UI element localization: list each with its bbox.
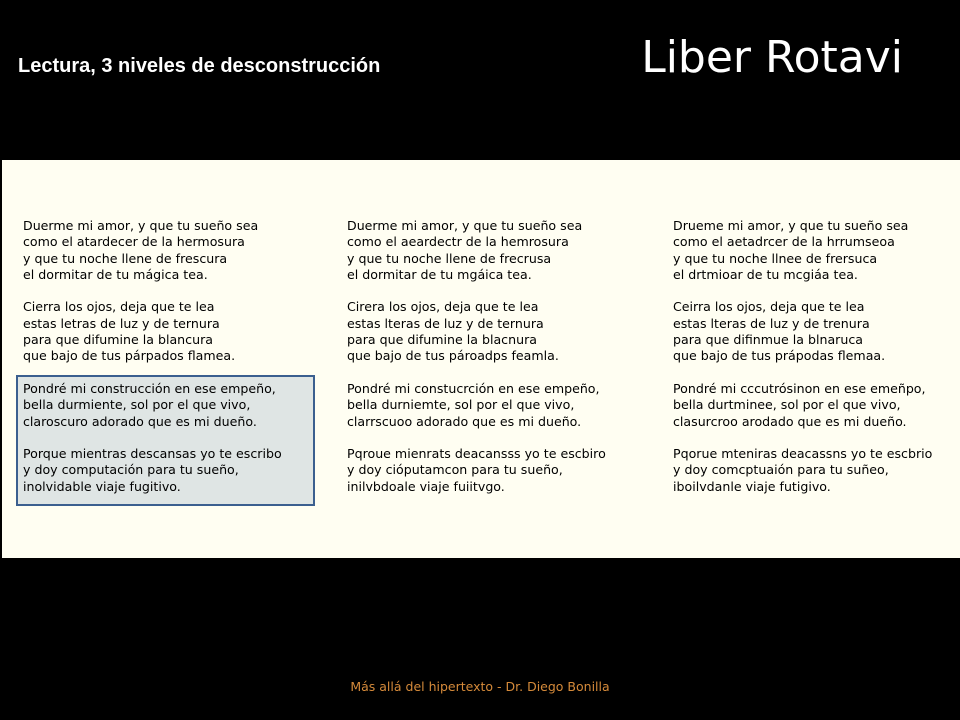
stanza (673, 218, 932, 283)
poem-line: el dormitar de tu mgáica tea. (347, 266, 532, 282)
poem-line: Duerme mi amor, y que tu sueño sea (347, 218, 583, 233)
poem-column-level-3 (673, 218, 932, 511)
poem-panel (2, 160, 960, 558)
poem-line: estas letras de luz y de ternura (23, 315, 220, 331)
poem-line: claroscuro adorado que es mi dueño. (23, 413, 257, 429)
poem-line: que bajo de tus párpados flamea. (23, 348, 236, 364)
poem-line: para que difumine la blacnura (347, 332, 537, 348)
poem-line: bella durmiente, sol por el que vivo, (23, 397, 251, 413)
poem-line: que bajo de tus pároadps feamla. (347, 348, 559, 364)
poem-line: Pondré mi cccutrósinon en ese emeñpo, (673, 380, 926, 396)
poem-column-level-2 (347, 218, 606, 511)
slide-subtitle: Lectura, 3 niveles de desconstrucción (18, 55, 381, 77)
poem-line: estas lteras de luz y de trenura (673, 315, 870, 331)
poem-line: y doy comcptuaión para tu suñeo, (673, 462, 889, 478)
poem-line: iboilvdanle viaje futigivo. (673, 478, 831, 494)
poem-line: Cierra los ojos, deja que te lea (23, 299, 215, 315)
stanza (23, 446, 282, 495)
stanza (347, 381, 606, 430)
poem-line: y doy computación para tu sueño, (23, 462, 239, 478)
poem-line: Pondré mi constucrción en ese empeño, (347, 380, 600, 396)
stanza (23, 381, 282, 430)
poem-line: que bajo de tus prápodas flemaa. (673, 348, 886, 364)
stanza (347, 218, 606, 283)
poem-line: para que difinmue la blnaruca (673, 332, 863, 348)
poem-line: como el aeardectr de la hemrosura (347, 234, 569, 250)
stanza (23, 299, 282, 364)
poem-line: el dormitar de tu mágica tea. (23, 266, 208, 282)
poem-line: y que tu noche llene de frescura (23, 250, 228, 266)
poem-line: Pondré mi construcción en ese empeño, (23, 380, 276, 396)
stanza (673, 299, 932, 364)
stanza (347, 299, 606, 364)
poem-line: bella durniemte, sol por el que vivo, (347, 397, 575, 413)
poem-line: Ceirra los ojos, deja que te lea (673, 299, 865, 315)
stanza (673, 446, 932, 495)
poem-line: clasurcroo arodado que es mi dueño. (673, 413, 907, 429)
slide-footer: Más allá del hipertexto - Dr. Diego Bonilla (350, 679, 610, 694)
poem-line: Duerme mi amor, y que tu sueño sea (23, 218, 259, 233)
poem-line: y doy cióputamcon para tu sueño, (347, 462, 563, 478)
poem-line: clarrscuoo adorado que es mi dueño. (347, 413, 582, 429)
poem-line: como el atardecer de la hermosura (23, 234, 245, 250)
poem-line: Cirera los ojos, deja que te lea (347, 299, 539, 315)
poem-line: bella durtminee, sol por el que vivo, (673, 397, 901, 413)
poem-line: estas lteras de luz y de ternura (347, 315, 544, 331)
poem-line: y que tu noche llene de frecrusa (347, 250, 552, 266)
poem-line: inilvbdoale viaje fuiitvgo. (347, 478, 505, 494)
poem-line: Porque mientras descansas yo te escribo (23, 446, 282, 462)
poem-line: y que tu noche llnee de frersuca (673, 250, 878, 266)
poem-column-original (23, 218, 282, 511)
stanza (23, 218, 282, 283)
poem-line: Pqorue mteniras deacassns yo te escbrio (673, 446, 933, 462)
poem-line: como el aetadrcer de la hrrumseoa (673, 234, 895, 250)
slide-title: Liber Rotavi (641, 32, 903, 83)
poem-line: para que difumine la blancura (23, 332, 213, 348)
poem-line: Drueme mi amor, y que tu sueño sea (673, 218, 909, 233)
poem-line: Pqroue mienrats deacansss yo te escbiro (347, 446, 606, 462)
stanza (673, 381, 932, 430)
poem-line: inolvidable viaje fugitivo. (23, 478, 181, 494)
poem-line: el drtmioar de tu mcgiáa tea. (673, 266, 858, 282)
stanza (347, 446, 606, 495)
